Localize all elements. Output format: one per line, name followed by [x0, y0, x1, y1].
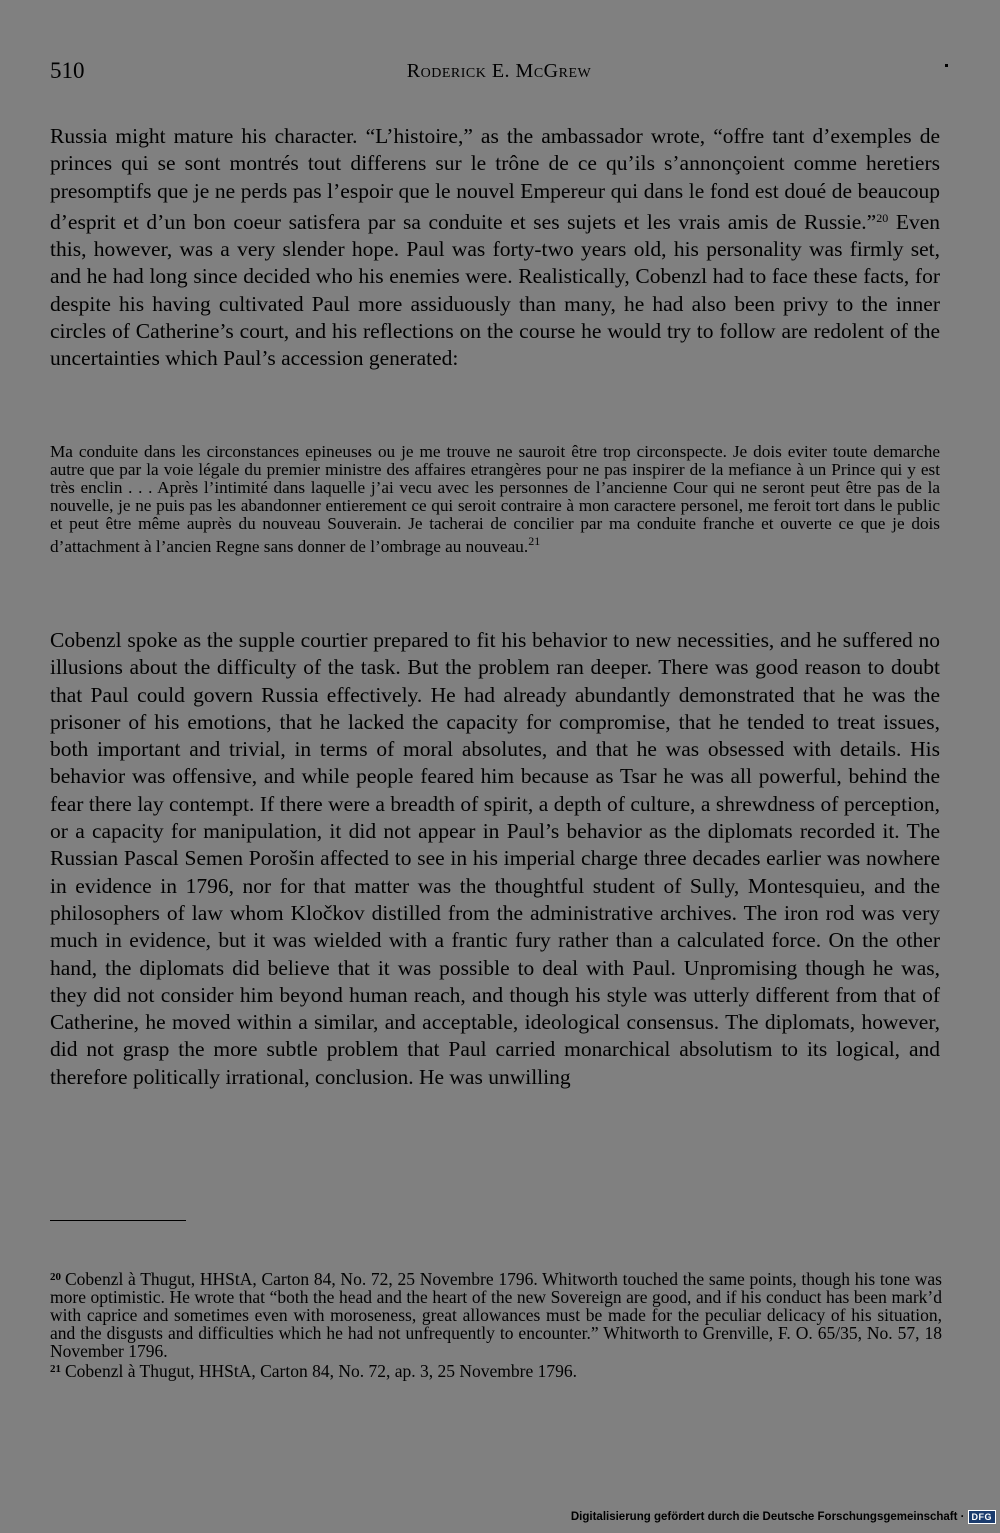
banner-text: Digitalisierung gefördert durch die Deutsche Forschungsgemeinschaft ·: [570, 1511, 965, 1523]
para1-rest: Even this, however, was a very slender hope. Paul was forty-two years old, his personality was firmly set, and he had long since decided who his enemies were. Realistically, Cobenzl had to face these facts, for despite his having cultivated Paul more assiduously than many, he had also been privy to the inner circles of Catherine’s court, and his reflections on the course he would try to follow are redolent of the uncertainties which Paul’s accession generated:: [50, 209, 940, 371]
header-dot: [945, 64, 948, 67]
body-paragraph-1: [50, 123, 940, 373]
page-header: [50, 58, 948, 94]
footnote-21: [50, 1360, 942, 1380]
footnote-number: 20: [50, 1271, 61, 1283]
running-head: Roderick E. McGrew: [406, 60, 592, 82]
note-ref-21: 21: [528, 533, 541, 548]
footnote-number: 21: [50, 1363, 61, 1376]
dfg-banner: [571, 1510, 996, 1524]
quote-text: Ma conduite dans les circonstances epineuses ou je me trouve ne sauroit être trop circonspecte. Je dois eviter toute demarche autre que par la voie légale du premier ministre des affaires etrangères pour ne pas inspirer de la mefiance à un Prince qui y est très enclin . . . Après l’intimité dans laquelle j’ai vecu avec les personnes de l’ancienne Cour qui ne seront peut être pas de la nouvelle, je ne puis pas les abandonner entierement ce qui seroit contraire à mon caractere personel, me feroit tort dans le public et peut être même auprès du nouveau Souverain. Je tacherai de concilier par ma conduite franche et ouverte ce que je dois d’attachment à l’ancien Regne sans donner de l’ombrage au nouveau.: [50, 442, 940, 556]
footnote-20: [50, 1268, 942, 1360]
block-quote: [50, 443, 940, 555]
dfg-logo-icon: DFG: [968, 1510, 997, 1524]
page-number: 510: [50, 58, 85, 83]
footnote-rule: [50, 1220, 186, 1221]
para1-text: Russia might mature his character. “L’histoire,” as the ambassador wrote, “offre tant d’exemples de princes qui se sont montrés tout differens sur le trône de ce qu’ils s’annonçoient comme heretiers presomptifs que je ne perds pas l’espoir que le nouvel Empereur qui dans le fond est doué de beaucoup d’esprit et d’un bon coeur satisfera par sa conduite et ses sujets et les vrais amis de Russie.”: [50, 124, 940, 234]
footnotes: [50, 1268, 942, 1381]
footnote-text: Cobenzl à Thugut, HHStA, Carton 84, No. 72, 25 Novembre 1796. Whitworth touched the same points, though his tone was more optimistic. He wrote that “both the head and the heart of the new Sovereign are good, and if his conduct has been mark’d with caprice and sometimes even with moroseness, great allowances must be made for the peculiar delicacy of his situation, and the disgusts and difficulties which he had not unfrequently to encounter.” Whitworth to Grenville, F. O. 65/35, No. 57, 18 November 1796.: [50, 1269, 942, 1362]
body-paragraph-2: Cobenzl spoke as the supple courtier prepared to fit his behavior to new necessities, and he suffered no illusions about the difficulty of the task. But the problem ran deeper. There was good reason to doubt that Paul could govern Russia effectively. He had already abundantly demonstrated that he was the prisoner of his emotions, that he lacked the capacity for compromise, that he tended to treat issues, both important and trivial, in terms of moral absolutes, and that he was obsessed with details. His behavior was offensive, and while people feared him because as Tsar he was all powerful, behind the fear there lay contempt. If there were a breadth of spirit, a depth of culture, a shrewdness of perception, or a capacity for manipulation, it did not appear in Paul’s behavior as the diplomats recorded it. The Russian Pascal Semen Porošin affected to see in his imperial charge three decades earlier was nowhere in evidence in 1796, nor for that matter was the thoughtful student of Sully, Montesquieu, and the philosophers of law whom Kločkov distilled from the administrative archives. The iron rod was very much in evidence, but it was wielded with a frantic fury rather than a calculated force. On the other hand, the diplomats did believe that it was possible to deal with Paul. Unpromising though he was, they did not consider him beyond human reach, and though his style was utterly different from that of Catherine, he moved within a similar, and acceptable, ideological consensus. The diplomats, however, did not grasp the more subtle problem that Paul carried monarchical absolutism to its logical, and therefore politically irrational, conclusion. He was unwilling: [50, 628, 940, 1089]
footnote-text: Cobenzl à Thugut, HHStA, Carton 84, No. 72, ap. 3, 25 Novembre 1796.: [65, 1361, 577, 1382]
note-ref-20: 20: [876, 210, 889, 225]
